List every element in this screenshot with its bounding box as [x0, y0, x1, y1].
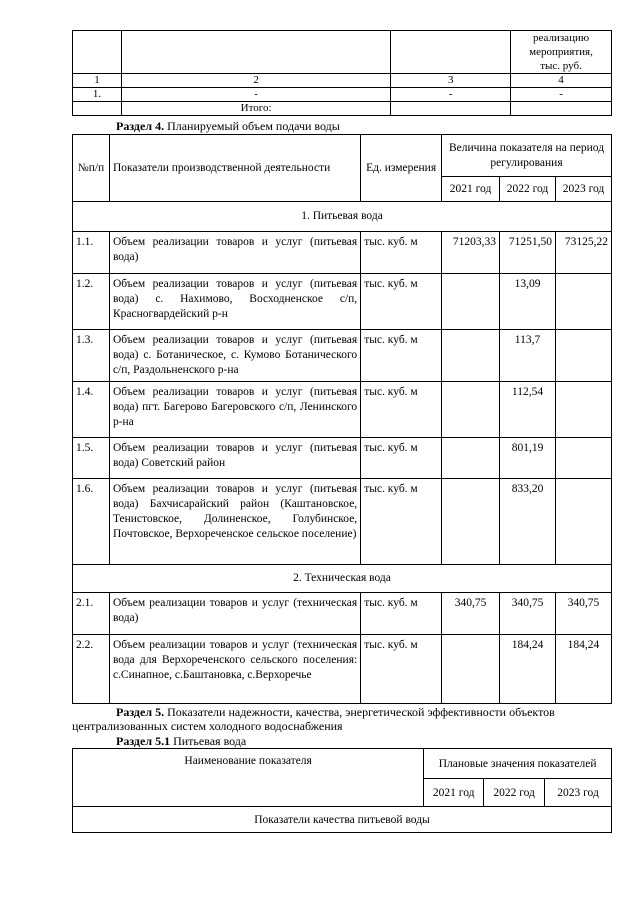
row-value-2022: 801,19: [500, 438, 556, 479]
row-value-2023: 340,75: [555, 593, 611, 635]
table-cell: -: [511, 88, 612, 102]
row-value-2021: [442, 274, 500, 330]
table-row: [73, 479, 612, 565]
row-unit: тыс. куб. м: [361, 232, 442, 274]
table-cell: 1.: [73, 88, 122, 102]
group-potable-water: 1. Питьевая вода: [73, 202, 612, 232]
section5-heading-bold: Раздел 5.: [116, 705, 165, 719]
header-indicator: Показатели производственной деятельности: [109, 135, 360, 202]
row-value-2022: 184,24: [500, 635, 556, 704]
table-cell: [73, 102, 122, 116]
section4-heading-bold: Раздел 4.: [116, 119, 165, 133]
section51-heading: [116, 734, 246, 748]
table-row: [73, 330, 612, 382]
header-indicator-name: Наименование показателя: [73, 749, 424, 807]
top-header-line: реализацию: [532, 32, 590, 44]
header-no: №п/п: [73, 135, 110, 202]
table-row: [73, 274, 612, 330]
header-year: 2022 год: [500, 177, 556, 202]
row-name: Объем реализации товаров и услуг (питьевая вода): [109, 232, 360, 274]
row-value-2021: 71203,33: [442, 232, 500, 274]
row-value-2021: [442, 382, 500, 438]
row-value-2022: 113,7: [500, 330, 556, 382]
row-value-2021: [442, 635, 500, 704]
table-cell: -: [121, 88, 390, 102]
header-year: 2022 год: [484, 779, 545, 807]
row-no: 2.1.: [73, 593, 110, 635]
row-name: Объем реализации товаров и услуг (питьевая вода) с. Нахимово, Восходненское с/п, Красногвардейский р-н: [109, 274, 360, 330]
row-unit: тыс. куб. м: [361, 330, 442, 382]
total-label: Итого:: [121, 102, 390, 116]
row-value-2023: 73125,22: [555, 232, 611, 274]
table-cell: -: [391, 88, 511, 102]
row-value-2022: 340,75: [500, 593, 556, 635]
table-cell: [391, 102, 511, 116]
row-value-2021: 340,75: [442, 593, 500, 635]
top-header-cell: [391, 31, 511, 74]
top-header-line: тыс. руб.: [540, 60, 582, 72]
row-unit: тыс. куб. м: [361, 635, 442, 704]
row-unit: тыс. куб. м: [361, 479, 442, 565]
top-header-cost: [511, 31, 612, 74]
row-no: 1.3.: [73, 330, 110, 382]
section51-heading-text: Питьевая вода: [170, 734, 247, 748]
top-header-line: мероприятия,: [529, 46, 593, 58]
header-year: 2023 год: [555, 177, 611, 202]
row-name: Объем реализации товаров и услуг (питьевая вода) с. Ботаническое, с. Кумово Ботанического с/п, Раздольненского р-на: [109, 330, 360, 382]
row-no: 2.2.: [73, 635, 110, 704]
row-value-2022: 112,54: [500, 382, 556, 438]
row-name: Объем реализации товаров и услуг (техническая вода для Верхореченского сельского поселения: с.Синапное, с.Баштановка, с.Верхоречье: [109, 635, 360, 704]
table-cell: [511, 102, 612, 116]
row-no: 1.2.: [73, 274, 110, 330]
row-value-2023: 184,24: [555, 635, 611, 704]
group-technical-water: 2. Техническая вода: [73, 565, 612, 593]
index-cell: 1: [73, 74, 122, 88]
group-row: [73, 202, 612, 232]
table-row: [73, 382, 612, 438]
row-value-2022: 13,09: [500, 274, 556, 330]
header-year: 2021 год: [442, 177, 500, 202]
section4-table: [72, 134, 612, 704]
row-no: 1.5.: [73, 438, 110, 479]
header-plan-values: Плановые значения показателей: [424, 749, 612, 779]
row-unit: тыс. куб. м: [361, 274, 442, 330]
top-header-cell: [73, 31, 122, 74]
top-header-row: [73, 31, 612, 74]
top-header-cell: [121, 31, 390, 74]
row-name: Объем реализации товаров и услуг (питьевая вода) пгт. Багерово Багеровского с/п, Ленинского р-на: [109, 382, 360, 438]
section51-heading-bold: Раздел 5.1: [116, 734, 171, 748]
index-cell: 4: [511, 74, 612, 88]
index-cell: 3: [391, 74, 511, 88]
row-value-2023: [555, 479, 611, 565]
table-row: [73, 438, 612, 479]
table-row: [73, 232, 612, 274]
row-unit: тыс. куб. м: [361, 593, 442, 635]
section51-table: [72, 748, 612, 833]
row-no: 1.1.: [73, 232, 110, 274]
row-unit: тыс. куб. м: [361, 438, 442, 479]
row-no: 1.6.: [73, 479, 110, 565]
table-row: [73, 88, 612, 102]
header-year: 2023 год: [545, 779, 612, 807]
group-row: [73, 565, 612, 593]
row-value-2023: [555, 438, 611, 479]
row-value-2021: [442, 479, 500, 565]
header-row: [73, 749, 612, 779]
section5-heading: [72, 705, 612, 733]
row-value-2023: [555, 330, 611, 382]
top-table: [72, 30, 612, 116]
group-quality-indicators: Показатели качества питьевой воды: [73, 807, 612, 833]
header-row: [73, 135, 612, 177]
row-name: Объем реализации товаров и услуг (питьевая вода) Бахчисарайский район (Каштановское, Тенистовское, Долиненское, Голубинское, Почтовское, Верхореченское сельское поселение): [109, 479, 360, 565]
row-value-2021: [442, 438, 500, 479]
table-row: [73, 593, 612, 635]
header-unit: Ед. измерения: [361, 135, 442, 202]
row-value-2023: [555, 382, 611, 438]
row-name: Объем реализации товаров и услуг (техническая вода): [109, 593, 360, 635]
row-unit: тыс. куб. м: [361, 382, 442, 438]
header-value-group: Величина показателя на период регулирования: [442, 135, 612, 177]
row-name: Объем реализации товаров и услуг (питьевая вода) Советский район: [109, 438, 360, 479]
row-value-2022: 833,20: [500, 479, 556, 565]
row-value-2023: [555, 274, 611, 330]
row-no: 1.4.: [73, 382, 110, 438]
section4-heading: [116, 119, 340, 133]
total-row: [73, 102, 612, 116]
section5-heading-text: Показатели надежности, качества, энергетической эффективности объектов централизованных систем холодного водоснабжения: [72, 705, 555, 733]
section4-heading-text: Планируемый объем подачи воды: [164, 119, 340, 133]
index-cell: 2: [121, 74, 390, 88]
header-year: 2021 год: [424, 779, 484, 807]
group-row: [73, 807, 612, 833]
index-row: [73, 74, 612, 88]
row-value-2022: 71251,50: [500, 232, 556, 274]
row-value-2021: [442, 330, 500, 382]
table-row: [73, 635, 612, 704]
